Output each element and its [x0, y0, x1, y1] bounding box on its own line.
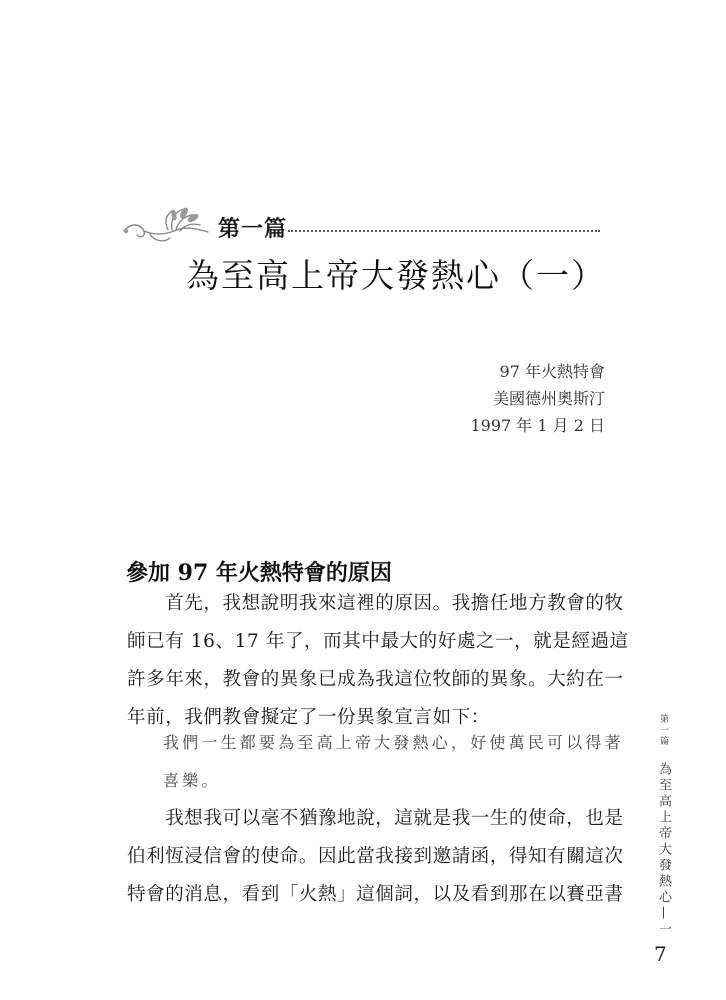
source-event: 97 年火熱特會: [499, 362, 605, 381]
page-number: 7: [654, 942, 667, 966]
paragraph-1: [127, 585, 629, 737]
source-location: 美國德州奧斯汀: [492, 389, 605, 408]
dotted-leader: [288, 230, 600, 232]
source-date: 1997 年 1 月 2 日: [470, 416, 605, 435]
paragraph-2: [127, 800, 624, 914]
quote-line: 喜樂。: [163, 771, 221, 790]
paragraph-line: 年前，我們教會擬定了一份異象宣言如下：: [127, 707, 490, 728]
paragraph-line: 我想我可以毫不猶豫地說，這就是我一生的使命，也是: [127, 808, 624, 829]
source-info: [470, 358, 605, 439]
floral-ornament-icon: [120, 205, 212, 247]
paragraph-line: 師已有 16、17 年了，而其中最大的好處之一，就是經過這: [127, 631, 629, 652]
paragraph-line: 許多年來，教會的異象已成為我這位牧師的異象。大約在一: [127, 669, 624, 690]
paragraph-line: 伯利恆浸信會的使命。因此當我接到邀請函，得知有關這次: [127, 846, 624, 867]
chapter-title: 為至高上帝大發熱心（一）: [186, 256, 606, 295]
running-head-part: 第一篇: [658, 714, 668, 747]
paragraph-line: 特會的消息，看到「火熱」這個詞，以及看到那在以賽亞書: [127, 884, 624, 905]
section-heading: 參加 97 年火熱特會的原因: [126, 560, 392, 586]
part-label: 第一篇: [218, 216, 288, 242]
running-head: [654, 714, 673, 938]
vision-statement-quote: [163, 724, 624, 800]
quote-line: 我們一生都要為至高上帝大發熱心，好使萬民可以得著: [163, 733, 624, 752]
paragraph-line: 首先，我想說明我來這裡的原因。我擔任地方教會的牧: [127, 593, 624, 614]
running-head-title: 為至高上帝大發熱心—一: [656, 762, 671, 939]
